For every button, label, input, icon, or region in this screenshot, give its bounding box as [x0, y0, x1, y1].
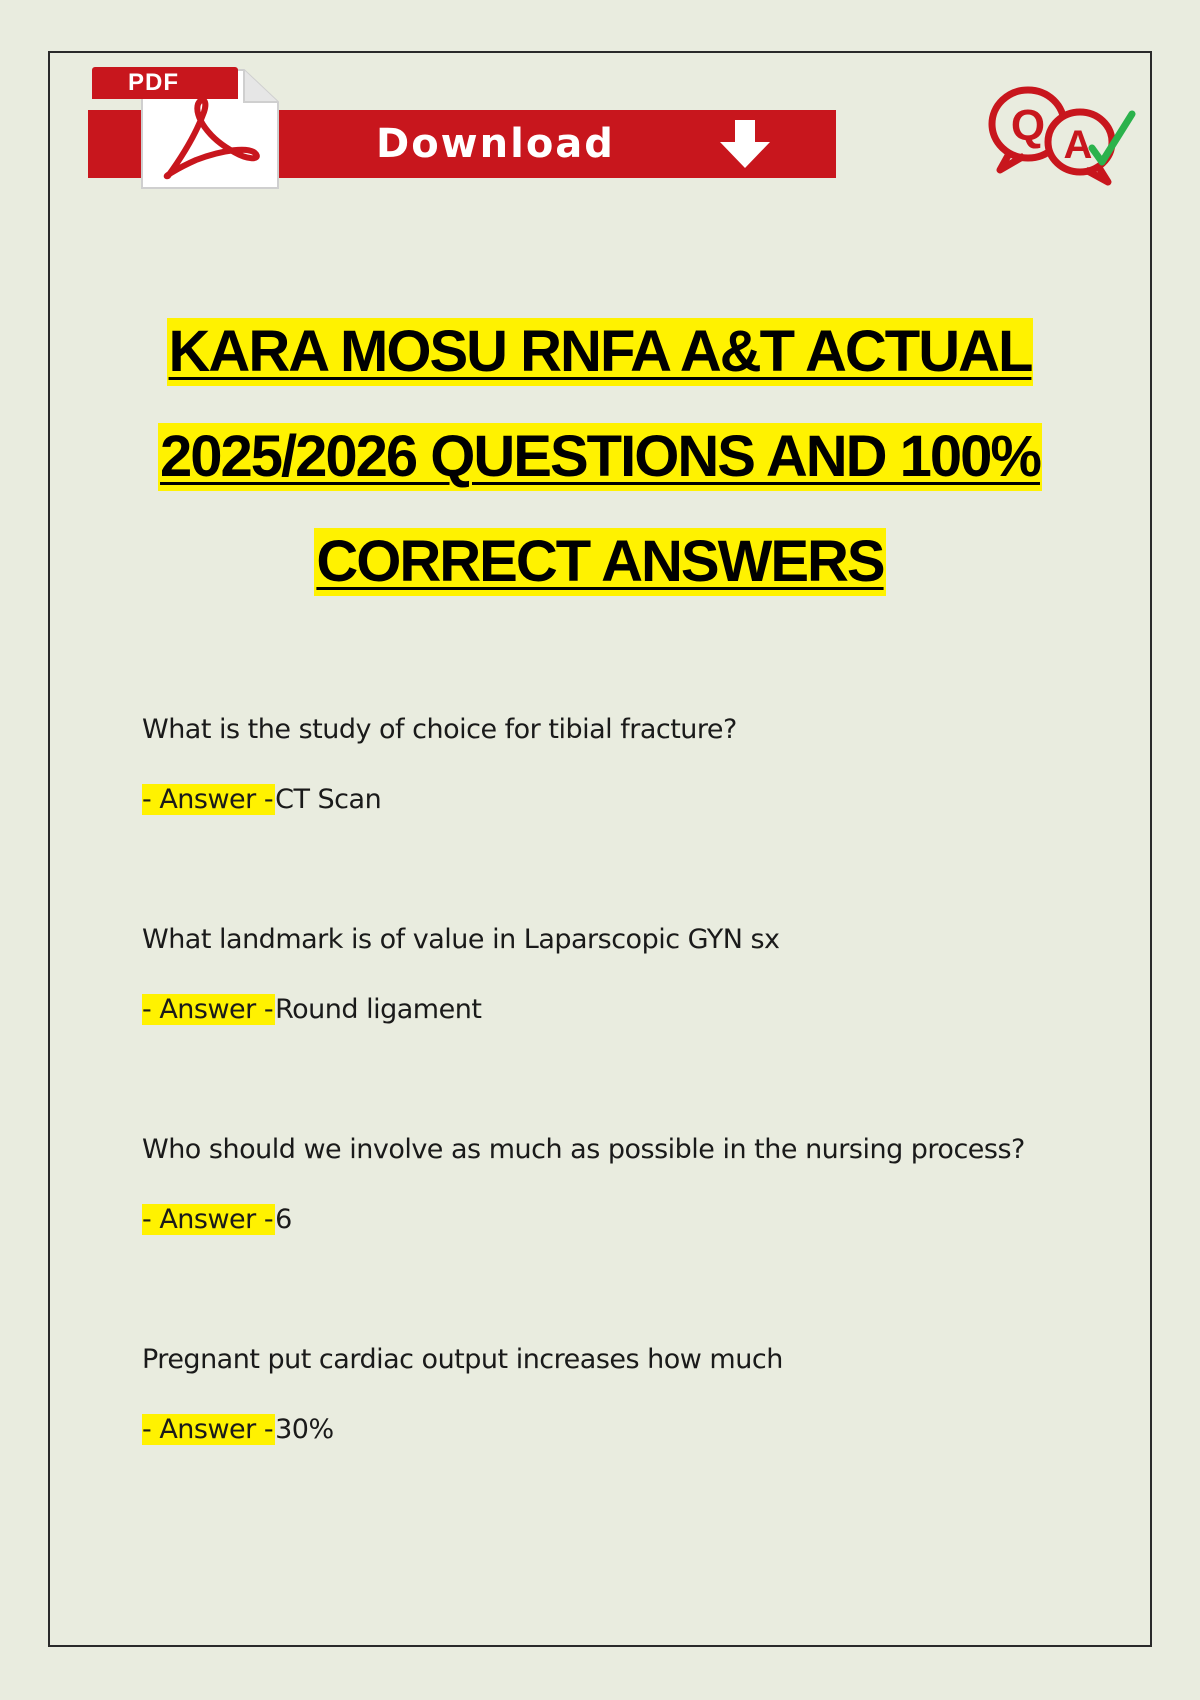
qa-item [142, 1130, 1092, 1340]
title-line-1: KARA MOSU RNFA A&T ACTUAL [168, 319, 1032, 384]
qa-list [142, 710, 1092, 1550]
answer-label: - Answer - [142, 1414, 274, 1445]
qa-item [142, 710, 1092, 920]
answer-text: CT Scan [275, 784, 382, 815]
answer-text: Round ligament [275, 994, 482, 1025]
question-text: What is the study of choice for tibial fracture? [142, 714, 737, 745]
a-bubble-icon [1048, 112, 1112, 182]
title-line-3: CORRECT ANSWERS [316, 529, 884, 594]
qa-item [142, 920, 1092, 1130]
answer-text: 6 [275, 1204, 292, 1235]
download-label[interactable]: Download [376, 121, 615, 167]
qa-logo [980, 80, 1140, 190]
qa-item [142, 1340, 1092, 1550]
q-letter: Q [1010, 101, 1046, 150]
answer-label: - Answer - [142, 994, 274, 1025]
title-line-2: 2025/2026 QUESTIONS AND 100% [160, 424, 1040, 489]
question-text: Pregnant put cardiac output increases how much [142, 1344, 783, 1375]
download-arrow-icon[interactable] [716, 118, 774, 170]
answer-row [142, 780, 381, 820]
answer-row [142, 1200, 292, 1240]
document-title [100, 318, 1100, 633]
answer-row [142, 1410, 334, 1450]
question-text: What landmark is of value in Laparscopic GYN sx [142, 924, 780, 955]
answer-label: - Answer - [142, 1204, 274, 1235]
pdf-label: PDF [92, 67, 238, 99]
answer-text: 30% [275, 1414, 334, 1445]
a-letter: A [1063, 123, 1093, 167]
answer-row [142, 990, 481, 1030]
question-text: Who should we involve as much as possible in the nursing process? [142, 1134, 1025, 1165]
answer-label: - Answer - [142, 784, 274, 815]
download-banner[interactable] [88, 62, 836, 190]
